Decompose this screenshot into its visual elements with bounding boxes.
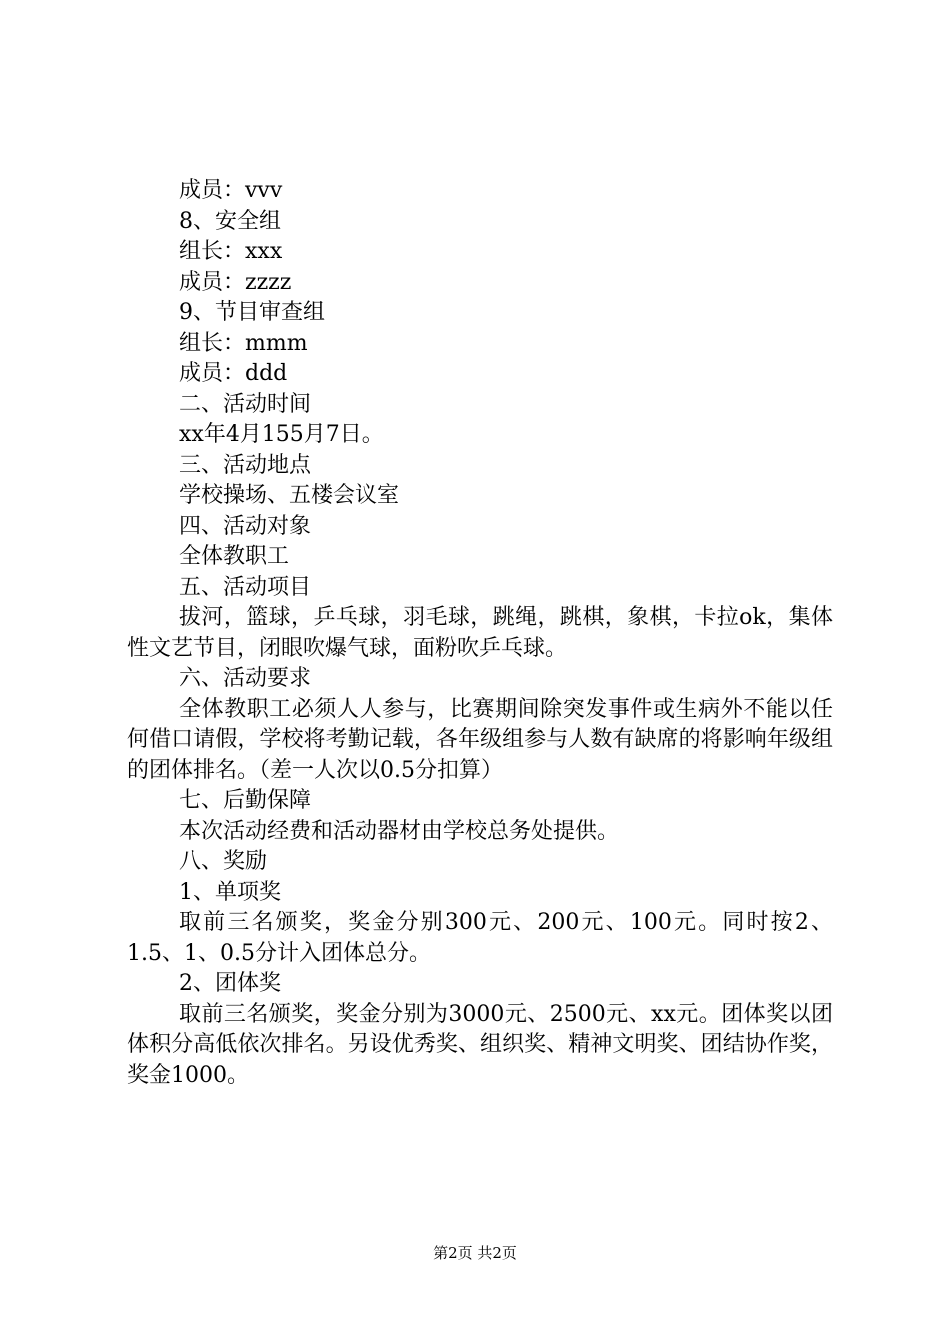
- subsection-heading: 2、团体奖: [179, 971, 281, 996]
- section-heading: 五、活动项目: [179, 574, 312, 600]
- logistics-paragraph: 本次活动经费和活动器材由学校总务处提供。: [179, 818, 620, 844]
- activity-items-paragraph: 拔河，篮球，乒乓球，羽毛球，跳绳，跳棋，象棋，卡拉ok，集体性文艺节目，闭眼吹爆气球，面粉吹乒乓球。: [127, 605, 833, 661]
- text-line: 组长：mmm: [179, 330, 308, 356]
- section-heading: 8、安全组: [179, 208, 281, 234]
- text-line: 成员：zzzz: [179, 269, 292, 295]
- award-one-paragraph: 取前三名颁奖，奖金分别300元、200元、100元。同时按2、1.5、1、0.5分计入团体总分。: [127, 910, 833, 966]
- section-heading: 四、活动对象: [179, 513, 312, 539]
- document-body: [127, 176, 833, 1091]
- text-line: 组长：xxx: [179, 239, 283, 264]
- subsection-heading: 1、单项奖: [179, 879, 281, 905]
- text-line: 成员：vvv: [179, 178, 283, 203]
- section-heading: 七、后勤保障: [179, 788, 312, 813]
- section-heading: 三、活动地点: [179, 452, 312, 478]
- award-two-paragraph: 取前三名颁奖，奖金分别为3000元、2500元、xx元。团体奖以团体积分高低依次排名。另设优秀奖、组织奖、精神文明奖、团结协作奖，奖金1000。: [127, 1001, 833, 1088]
- section-heading: 八、奖励: [179, 849, 268, 874]
- section-heading: 二、活动时间: [179, 391, 312, 417]
- page-footer: [0, 1243, 950, 1263]
- text-line: 成员：ddd: [179, 361, 288, 386]
- section-heading: 9、节目审查组: [179, 300, 325, 325]
- text-line: 学校操场、五楼会议室: [179, 483, 400, 508]
- page-number: 第2页 共2页: [433, 1244, 517, 1262]
- text-line: xx年4月155月7日。: [179, 422, 384, 447]
- requirements-paragraph: 全体教职工必须人人参与，比赛期间除突发事件或生病外不能以任何借口请假，学校将考勤记载，各年级组参与人数有缺席的将影响年级组的团体排名。（差一人次以0.5分扣算）: [127, 696, 833, 783]
- section-heading: 六、活动要求: [179, 666, 312, 691]
- text-line: 全体教职工: [179, 544, 290, 569]
